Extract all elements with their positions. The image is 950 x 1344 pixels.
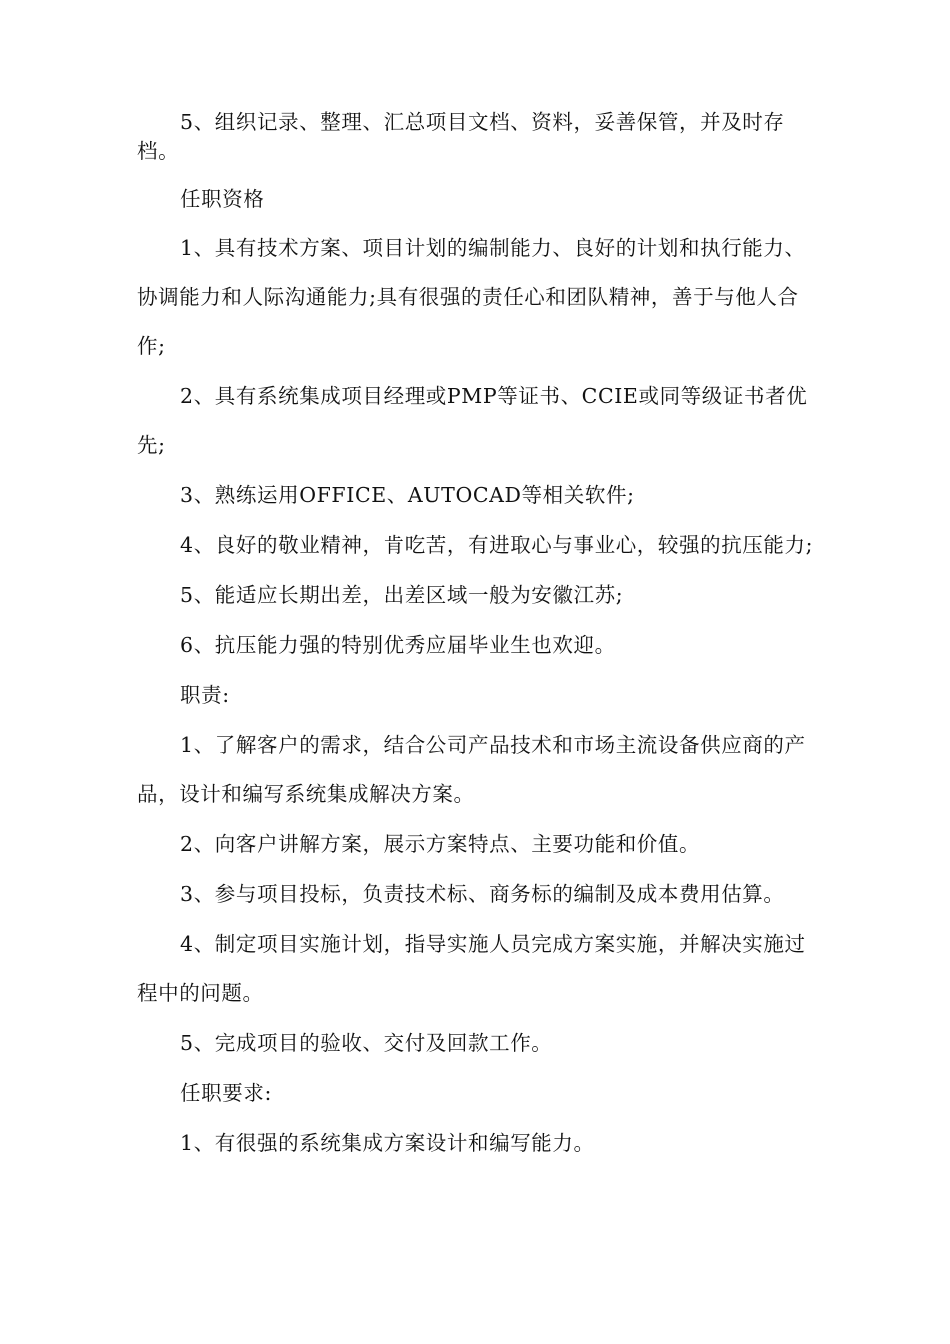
heading-qualifications: 任职资格 bbox=[180, 187, 265, 211]
paragraph-qualification-2: 2、具有系统集成项目经理或PMP等证书、CCIE或同等级证书者优先; bbox=[137, 384, 808, 457]
paragraph-doc-archive: 5、组织记录、整理、汇总项目文档、资料，妥善保管，并及时存档。 bbox=[137, 110, 785, 163]
paragraph-requirement-1: 1、有很强的系统集成方案设计和编写能力。 bbox=[180, 1131, 595, 1155]
paragraph-duty-3: 3、参与项目投标，负责技术标、商务标的编制及成本费用估算。 bbox=[180, 882, 785, 906]
heading-requirements: 任职要求: bbox=[180, 1081, 272, 1105]
document-body bbox=[137, 108, 817, 1169]
paragraph-qualification-5: 5、能适应长期出差，出差区域一般为安徽江苏; bbox=[180, 583, 624, 607]
paragraph-qualification-6: 6、抗压能力强的特别优秀应届毕业生也欢迎。 bbox=[180, 633, 616, 657]
paragraph-duty-2: 2、向客户讲解方案，展示方案特点、主要功能和价值。 bbox=[180, 832, 701, 856]
paragraph-duty-5: 5、完成项目的验收、交付及回款工作。 bbox=[180, 1031, 553, 1055]
heading-duties: 职责: bbox=[180, 683, 230, 707]
paragraph-qualification-1: 1、具有技术方案、项目计划的编制能力、良好的计划和执行能力、协调能力和人际沟通能力;具有很强的责任心和团队精神，善于与他人合作; bbox=[137, 236, 806, 358]
paragraph-duty-1: 1、了解客户的需求，结合公司产品技术和市场主流设备供应商的产品，设计和编写系统集成解决方案。 bbox=[137, 733, 806, 806]
paragraph-qualification-4: 4、良好的敬业精神，肯吃苦，有进取心与事业心，较强的抗压能力; bbox=[180, 533, 814, 557]
paragraph-qualification-3: 3、熟练运用OFFICE、AUTOCAD等相关软件; bbox=[180, 483, 635, 507]
paragraph-duty-4: 4、制定项目实施计划，指导实施人员完成方案实施，并解决实施过程中的问题。 bbox=[137, 932, 806, 1005]
